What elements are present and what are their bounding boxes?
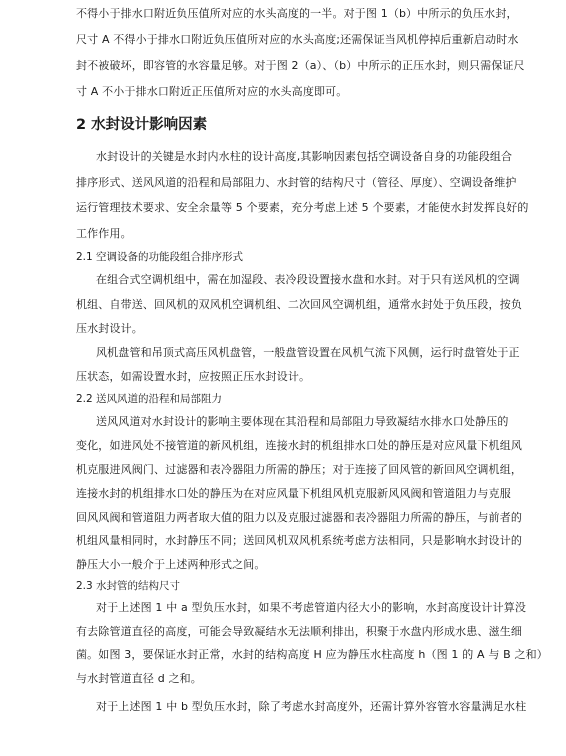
intro-line-1: 不得小于排水口附近负压值所对应的水头高度的一半。对于图 1（b）中所示的负压水封， (76, 7, 518, 20)
sub21-para1-line-1: 在组合式空调机组中，需在加湿段、表冷段设置接水盘和水封。对于只有送风机的空调 (96, 273, 520, 286)
sub22-para-line-2: 变化，如进风处不接管道的新风机组，连接水封的机组排水口处的静压是对应风量下机组风 (76, 439, 522, 452)
subsection-2-3-title: 2.3 水封管的结构尺寸 (76, 580, 181, 592)
subsection-2-2-title: 2.2 送风风道的沿程和局部阻力 (76, 393, 223, 405)
sub23-para1-line-2: 有去除管道直径的高度，可能会导致凝结水无法顺利排出，积聚于水盘内形成水患、滋生细 (76, 625, 522, 638)
sub23-para2-line-1: 对于上述图 1 中 b 型负压水封，除了考虑水封高度外，还需计算外容管水容量满足水柱 (96, 700, 527, 713)
section-2-title: 2 水封设计影响因素 (76, 117, 208, 133)
sub21-para2-line-2: 压状态，如需设置水封，应按照正压水封设计。 (76, 370, 311, 383)
sub22-para-line-5: 回风风阀和管道阻力两者取大值的阻力以及克服过滤器和表冷器阻力所需的静压，与前者的 (76, 511, 522, 524)
intro-line-3: 封不被破坏，即容管的水容量足够。对于图 2（a）、（b）中所示的正压水封，则只需保证尺 (76, 59, 525, 72)
sub22-para-line-4: 连接水封的机组排水口处的静压为在对应风量下机组风机克服新风风阀和管道阻力与克服 (76, 487, 511, 500)
sub21-para1-line-2: 机组、自带送、回风机的双风机空调机组、二次回风空调机组，通常水封处于负压段，按负 (76, 298, 522, 311)
section-2-para-line-2: 排序形式、送风风道的沿程和局部阻力、水封管的结构尺寸（管径、厚度）、空调设备维护 (76, 176, 517, 189)
intro-line-2: 尺寸 A 不得小于排水口附近负压值所对应的水头高度;还需保证当风机停掉后重新启动时水 (76, 33, 519, 46)
sub22-para-line-3: 机克服进风阀门、过滤器和表冷器阻力所需的静压；对于连接了回风管的新回风空调机组， (76, 463, 522, 476)
sub23-para1-line-4: 与水封管道直径 d 之和。 (76, 672, 202, 685)
sub22-para-line-7: 静压大小一般介于上述两种形式之间。 (76, 558, 266, 571)
sub23-para1-line-3: 菌。如图 3，要保证水封正常，水封的结构高度 H 应为静压水柱高度 h（图 1 的 A 与 B 之和） (76, 648, 548, 661)
sub21-para2-line-1: 风机盘管和吊顶式高压风机盘管，一般盘管设置在风机气流下风侧，运行时盘管处于正 (96, 346, 520, 359)
sub22-para-line-6: 机组风量相同时，水封静压不同；送回风机双风机系统考虑方法相同，只是影响水封设计的 (76, 534, 522, 547)
sub22-para-line-1: 送风风道对水封设计的影响主要体现在其沿程和局部阻力导致凝结水排水口处静压的 (96, 415, 509, 428)
section-2-para-line-1: 水封设计的关键是水封内水柱的设计高度,其影响因素包括空调设备自身的功能段组合 (96, 150, 513, 163)
section-2-para-line-4: 工作作用。 (76, 227, 132, 240)
sub23-para1-line-1: 对于上述图 1 中 a 型负压水封，如果不考虑管道内径大小的影响，水封高度设计计算没 (96, 601, 527, 614)
sub21-para1-line-3: 压水封设计。 (76, 322, 143, 335)
section-2-para-line-3: 运行管理技术要求、安全余量等 5 个要素，充分考虑上述 5 个要素，才能使水封发挥良好的 (76, 201, 529, 214)
subsection-2-1-title: 2.1 空调设备的功能段组合排序形式 (76, 251, 244, 263)
intro-line-4: 寸 A 不小于排水口附近正压值所对应的水头高度即可。 (76, 85, 348, 98)
